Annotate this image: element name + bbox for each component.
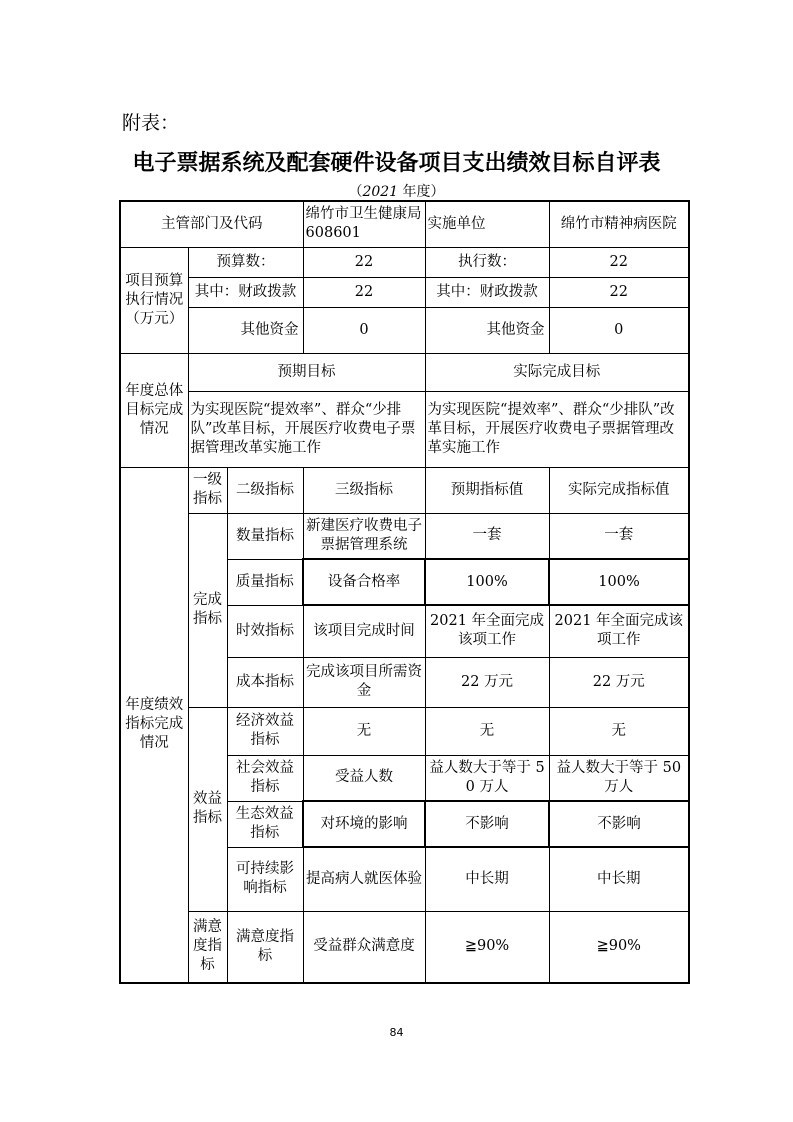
row-actual: 益人数大于等于 50 万人: [549, 755, 689, 801]
row-level3: 新建医疗收费电子票据管理系统: [303, 513, 425, 559]
year-line: [0, 181, 793, 201]
year-text: 年度）: [398, 184, 445, 200]
dept-value: 绵竹市卫生健康局 608601: [303, 201, 425, 247]
page-number: 84: [389, 1026, 404, 1039]
row-level3: 该项目完成时间: [303, 605, 425, 657]
other-exec: 0: [549, 307, 689, 353]
row-expected: 22 万元: [425, 657, 549, 707]
row-level2: 可持续影响指标: [227, 847, 303, 911]
row-expected: 一套: [425, 513, 549, 559]
unit-label: 实施单位: [425, 201, 549, 247]
budget-row: [120, 247, 689, 277]
row-actual: 无: [549, 707, 689, 755]
other-budget: 0: [303, 307, 425, 353]
evaluation-table: [119, 200, 690, 984]
row-level3: 受益群众满意度: [303, 911, 425, 983]
group-satisfaction: 满意度指标: [188, 911, 227, 983]
row-expected: 益人数大于等于 50 万人: [425, 755, 549, 801]
info-row: [120, 201, 689, 247]
group-benefit: 效益指标: [188, 707, 227, 911]
row-expected: 2021 年全面完成该项工作: [425, 605, 549, 657]
other-label: 其他资金: [188, 307, 303, 353]
row-actual: 不影响: [549, 801, 689, 847]
row-level2: 数量指标: [227, 513, 303, 559]
goal-expected-text: 为实现医院“提效率”、群众“少排队”改革目标，开展医疗收费电子票据管理改革实施工作: [188, 391, 425, 467]
header-level2: 二级指标: [227, 467, 303, 513]
indicator-row: [120, 911, 689, 983]
row-level3: 对环境的影响: [303, 801, 425, 847]
goal-actual-text: 为实现医院“提效率”、群众“少排队”改革目标，开展医疗收费电子票据管理改革实施工作: [425, 391, 689, 467]
goal-expected-header: 预期目标: [188, 353, 425, 391]
fiscal-budget: 22: [303, 277, 425, 307]
row-expected: ≧90%: [425, 911, 549, 983]
row-level3: 设备合格率: [303, 559, 425, 605]
row-expected: 无: [425, 707, 549, 755]
row-expected: 不影响: [425, 801, 549, 847]
header-level3: 三级指标: [303, 467, 425, 513]
goal-text-row: [120, 391, 689, 467]
goal-actual-header: 实际完成目标: [425, 353, 689, 391]
unit-value: 绵竹市精神病医院: [549, 201, 689, 247]
header-expected: 预期指标值: [425, 467, 549, 513]
dept-label: 主管部门及代码: [120, 201, 303, 247]
group-completion: 完成指标: [188, 513, 227, 707]
row-actual: ≧90%: [549, 911, 689, 983]
row-expected: 100%: [425, 559, 549, 605]
row-level2: 成本指标: [227, 657, 303, 707]
row-actual: 2021 年全面完成该项工作: [549, 605, 689, 657]
goal-section-label: 年度总体目标完成情况: [120, 353, 188, 467]
indicator-section-label: 年度绩效指标完成情况: [120, 467, 188, 983]
row-level2: 社会效益指标: [227, 755, 303, 801]
fiscal-exec-label: 其中：财政拨款: [425, 277, 549, 307]
row-actual: 一套: [549, 513, 689, 559]
budget-section-label: 项目预算执行情况（万元）: [120, 247, 188, 353]
other-row: [120, 307, 689, 353]
row-level3: 提高病人就医体验: [303, 847, 425, 911]
evaluation-table-wrapper: [119, 200, 688, 984]
header-level1: 一级指标: [188, 467, 227, 513]
year-open: （: [348, 184, 363, 200]
year-number: 2021: [362, 184, 399, 200]
fiscal-label: 其中：财政拨款: [188, 277, 303, 307]
row-level2: 经济效益指标: [227, 707, 303, 755]
row-level2: 质量指标: [227, 559, 303, 605]
row-level3: 受益人数: [303, 755, 425, 801]
row-expected: 中长期: [425, 847, 549, 911]
budget-value: 22: [303, 247, 425, 277]
document-title: 电子票据系统及配套硬件设备项目支出绩效目标自评表: [132, 151, 661, 176]
fiscal-exec: 22: [549, 277, 689, 307]
row-level2: 时效指标: [227, 605, 303, 657]
indicator-row: [120, 707, 689, 755]
indicator-header-row: [120, 467, 689, 513]
row-level2: 满意度指标: [227, 911, 303, 983]
budget-label: 预算数：: [188, 247, 303, 277]
other-exec-label: 其他资金: [425, 307, 549, 353]
row-level3: 完成该项目所需资金: [303, 657, 425, 707]
row-actual: 中长期: [549, 847, 689, 911]
exec-label: 执行数：: [425, 247, 549, 277]
exec-value: 22: [549, 247, 689, 277]
row-actual: 22 万元: [549, 657, 689, 707]
indicator-row: [120, 513, 689, 559]
attachment-label: 附表：: [122, 112, 180, 134]
header-actual: 实际完成指标值: [549, 467, 689, 513]
row-level3: 无: [303, 707, 425, 755]
goal-header-row: [120, 353, 689, 391]
row-level2: 生态效益指标: [227, 801, 303, 847]
row-actual: 100%: [549, 559, 689, 605]
fiscal-row: [120, 277, 689, 307]
